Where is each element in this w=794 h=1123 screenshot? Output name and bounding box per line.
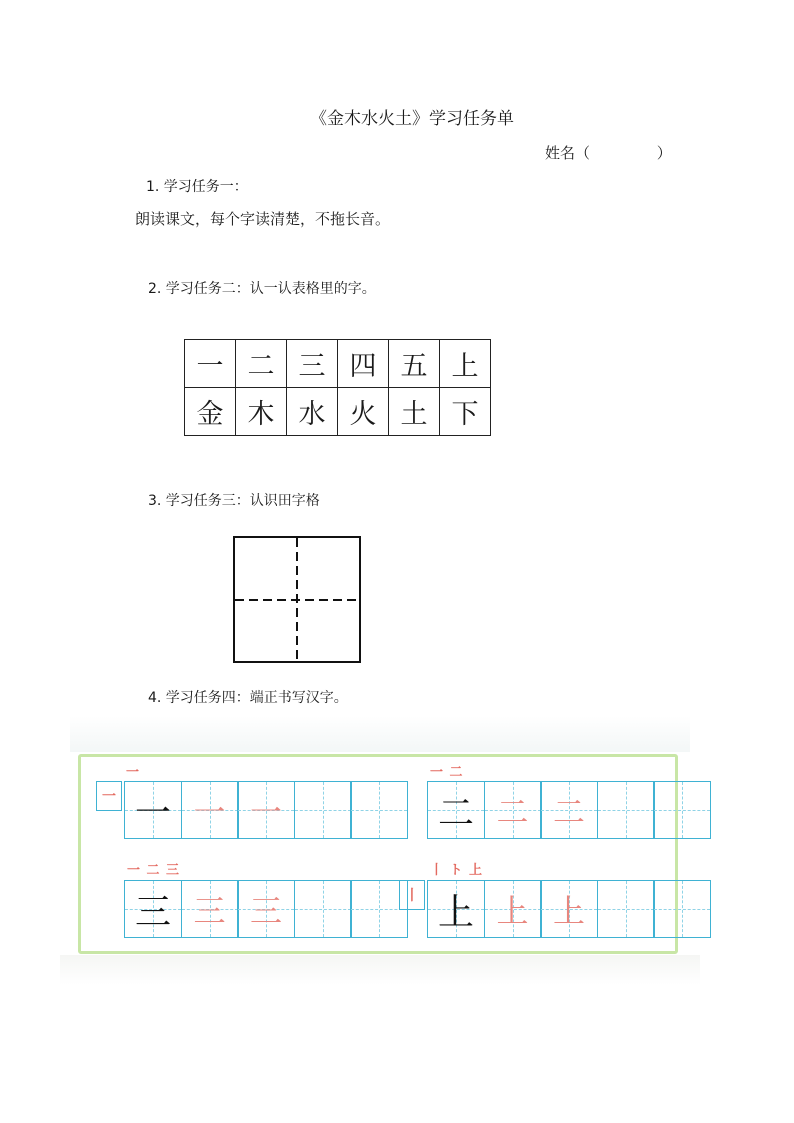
model-char: 上	[437, 891, 474, 933]
image-background	[70, 716, 690, 752]
writing-cell[interactable]	[237, 781, 295, 839]
trace-char: 上	[496, 892, 529, 930]
table-cell: 土	[389, 388, 440, 436]
table-cell: 金	[185, 388, 236, 436]
trace-char: 一	[193, 793, 226, 831]
grid-dashed-lines	[235, 538, 359, 661]
table-row	[185, 340, 491, 388]
writing-cell[interactable]	[124, 880, 182, 938]
writing-cell[interactable]	[540, 880, 598, 938]
writing-cell[interactable]	[350, 781, 408, 839]
table-cell: 水	[287, 388, 338, 436]
table-cell: 上	[440, 340, 491, 388]
image-background	[60, 955, 700, 985]
table-cell: 二	[236, 340, 287, 388]
trace-char: 一	[249, 793, 282, 831]
writing-cell[interactable]	[427, 781, 485, 839]
task2-label: 2. 学习任务二：认一认表格里的字。	[148, 281, 376, 297]
stroke-box: 丨	[399, 880, 425, 910]
trace-char: 二	[552, 793, 585, 831]
trace-char: 上	[552, 892, 585, 930]
writing-cell[interactable]	[294, 781, 352, 839]
writing-cell[interactable]	[597, 880, 655, 938]
writing-cell[interactable]	[124, 781, 182, 839]
task1-label: 1. 学习任务一：	[146, 179, 248, 195]
name-field[interactable]: 姓名（ ）	[545, 144, 672, 162]
character-table	[184, 339, 491, 436]
stroke-order: 一	[126, 765, 141, 780]
trace-char: 二	[496, 793, 529, 831]
writing-cell[interactable]	[181, 880, 239, 938]
stroke-order: 一 二	[430, 765, 464, 780]
writing-cell[interactable]	[427, 880, 485, 938]
writing-cell[interactable]	[597, 781, 655, 839]
table-row	[185, 388, 491, 436]
tian-zi-ge-grid	[233, 536, 361, 663]
task3-label: 3. 学习任务三：认识田字格	[148, 493, 320, 509]
writing-cell[interactable]	[484, 781, 542, 839]
model-char: 三	[134, 891, 171, 933]
table-cell: 一	[185, 340, 236, 388]
table-cell: 五	[389, 340, 440, 388]
table-cell: 火	[338, 388, 389, 436]
trace-char: 三	[249, 892, 282, 930]
writing-cell[interactable]	[653, 781, 711, 839]
practice-grid-san	[124, 880, 407, 938]
practice-grid-shang	[427, 880, 710, 938]
model-char: 一	[134, 792, 171, 834]
page-title: 《金木水火土》学习任务单	[310, 109, 514, 129]
trace-char: 三	[193, 892, 226, 930]
practice-grid-yi	[124, 781, 407, 839]
table-cell: 四	[338, 340, 389, 388]
stroke-order: 丨 ト 上	[430, 863, 484, 878]
stroke-order: 一 二 三	[127, 863, 181, 878]
writing-cell[interactable]	[653, 880, 711, 938]
writing-cell[interactable]	[294, 880, 352, 938]
stroke-box: 一	[96, 781, 122, 811]
writing-cell[interactable]	[181, 781, 239, 839]
writing-cell[interactable]	[540, 781, 598, 839]
writing-cell[interactable]	[237, 880, 295, 938]
practice-grid-er	[427, 781, 710, 839]
model-char: 二	[437, 792, 474, 834]
table-cell: 木	[236, 388, 287, 436]
writing-cell[interactable]	[484, 880, 542, 938]
task4-label: 4. 学习任务四：端正书写汉字。	[148, 690, 348, 706]
table-cell: 下	[440, 388, 491, 436]
table-cell: 三	[287, 340, 338, 388]
task1-text: 朗读课文，每个字读清楚，不拖长音。	[135, 210, 391, 228]
